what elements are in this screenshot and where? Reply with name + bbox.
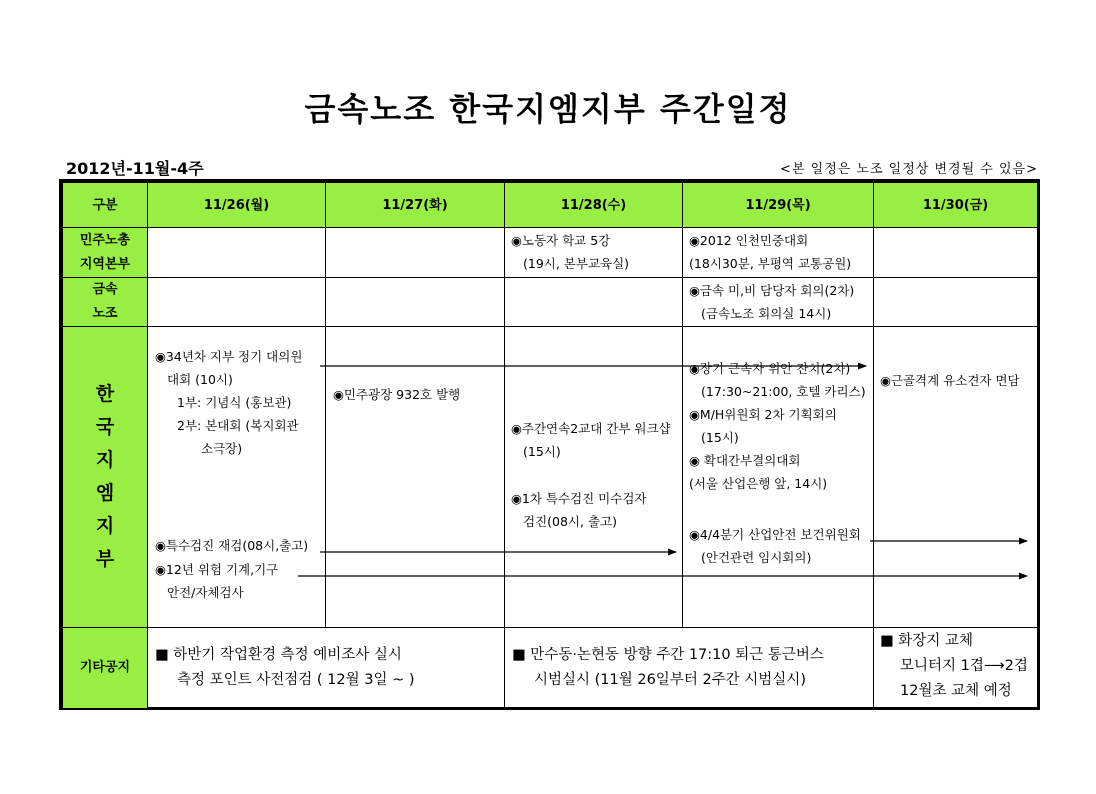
notice-text: ■ 만수동·논현동 방향 주간 17:10 퇴근 통근버스	[512, 647, 824, 663]
header-wed: 11/28(수)	[505, 183, 683, 228]
cell-kctu-tue	[326, 228, 505, 278]
event-text: ◉근골격계 유소견자 면담	[880, 373, 1020, 388]
cell-kctu-thu	[683, 228, 874, 278]
cell-other-right	[874, 628, 1038, 709]
event-text: ◉1차 특수검진 미수검자	[511, 491, 647, 506]
event-text: ◉ 확대간부결의대회	[689, 453, 801, 468]
cell-gm-wed	[505, 327, 683, 628]
category-kmwu-line2: 노조	[92, 306, 118, 321]
event-detail: (19시, 본부교육실)	[523, 256, 630, 271]
weekly-schedule-table	[62, 182, 1038, 709]
event-detail: 안전/자체검사	[167, 585, 244, 600]
category-gm-char: 엠	[95, 482, 115, 504]
category-gm-char: 지	[95, 449, 115, 471]
category-gm-char: 국	[95, 416, 115, 438]
cell-kmwu-wed	[505, 278, 683, 327]
event-text: ◉장기 근속자 위안 잔치(2차)	[689, 361, 851, 376]
notice-text: ■ 하반기 작업환경 측정 예비조사 실시	[155, 647, 402, 663]
cell-gm-thu	[683, 327, 874, 628]
cell-kmwu-mon	[148, 278, 326, 327]
notice-detail: 모니터지 1겹⟶2겹	[900, 658, 1028, 674]
cell-kmwu-fri	[874, 278, 1038, 327]
row-other	[63, 628, 1038, 709]
event-detail: 소극장)	[201, 441, 243, 456]
category-gm-char: 한	[95, 383, 115, 405]
header-tue: 11/27(화)	[326, 183, 505, 228]
row-gm	[63, 327, 1038, 628]
cell-kctu-wed	[505, 228, 683, 278]
event-detail: (18시30분, 부평역 교통공원)	[689, 256, 852, 271]
event-text: ◉노동자 학교 5강	[511, 233, 611, 248]
event-text: ◉주간연속2교대 간부 워크샵	[511, 421, 671, 436]
event-text: ◉금속 미,비 담당자 회의(2차)	[689, 283, 855, 298]
event-detail: 1부: 기념식 (홍보관)	[177, 395, 292, 410]
header-thu: 11/29(목)	[683, 183, 874, 228]
cell-kmwu-thu	[683, 278, 874, 327]
cell-gm-fri	[874, 327, 1038, 628]
category-other: 기타공지	[63, 628, 148, 709]
event-text: ◉2012 인천민중대회	[689, 233, 809, 248]
event-text: ◉M/H위원회 2차 기획회의	[689, 407, 837, 422]
notice-detail: 측정 포인트 사전점검 ( 12월 3일 ~ )	[177, 672, 415, 688]
event-text: ◉12년 위험 기계,기구	[155, 562, 279, 577]
event-detail: (금속노조 회의실 14시)	[701, 306, 832, 321]
cell-gm-tue	[326, 327, 505, 628]
header-mon: 11/26(월)	[148, 183, 326, 228]
notice-detail: 12월초 교체 예정	[900, 683, 1012, 699]
notice-text: ■ 화장지 교체	[880, 633, 973, 649]
event-detail: (안건관련 임시회의)	[701, 550, 812, 565]
event-detail: 2부: 본대회 (복지회관	[177, 418, 299, 433]
cell-kmwu-tue	[326, 278, 505, 327]
category-kctu	[63, 228, 148, 278]
header-fri: 11/30(금)	[874, 183, 1038, 228]
page-title: 금속노조 한국지엠지부 주간일정	[304, 90, 792, 128]
row-kmwu	[63, 278, 1038, 327]
header-row	[63, 183, 1038, 228]
header-category: 구분	[63, 183, 148, 228]
cell-gm-mon	[148, 327, 326, 628]
event-text: ◉특수검진 재검(08시,출고)	[155, 538, 309, 553]
event-detail: (15시)	[523, 444, 561, 459]
notice-detail: 시범실시 (11월 26일부터 2주간 시범실시)	[534, 672, 806, 688]
schedule-notice: <본 일정은 노조 일정상 변경될 수 있음>	[780, 162, 1038, 177]
category-gm-char: 지	[95, 515, 115, 537]
event-detail: (17:30~21:00, 호텔 카리스)	[701, 384, 866, 399]
event-detail: (15시)	[701, 430, 739, 445]
event-detail: 검진(08시, 출고)	[523, 514, 617, 529]
cell-other-mid	[505, 628, 874, 709]
category-kmwu	[63, 278, 148, 327]
cell-other-left	[148, 628, 505, 709]
event-detail: 대회 (10시)	[167, 372, 233, 387]
event-detail: (서울 산업은행 앞, 14시)	[689, 476, 828, 491]
category-kctu-line1: 민주노총	[79, 232, 131, 248]
category-gm	[63, 327, 148, 628]
category-gm-char: 부	[95, 548, 115, 570]
week-label: 2012년-11월-4주	[66, 159, 204, 178]
cell-kctu-fri	[874, 228, 1038, 278]
category-kmwu-line1: 금속	[92, 282, 118, 297]
row-kctu	[63, 228, 1038, 278]
event-text: ◉4/4분기 산업안전 보건위원회	[689, 527, 861, 542]
event-text: ◉34년차 지부 정기 대의원	[155, 349, 303, 364]
cell-kctu-mon	[148, 228, 326, 278]
event-text: ◉민주광장 932호 발행	[333, 387, 461, 402]
category-kctu-line2: 지역본부	[79, 256, 131, 272]
